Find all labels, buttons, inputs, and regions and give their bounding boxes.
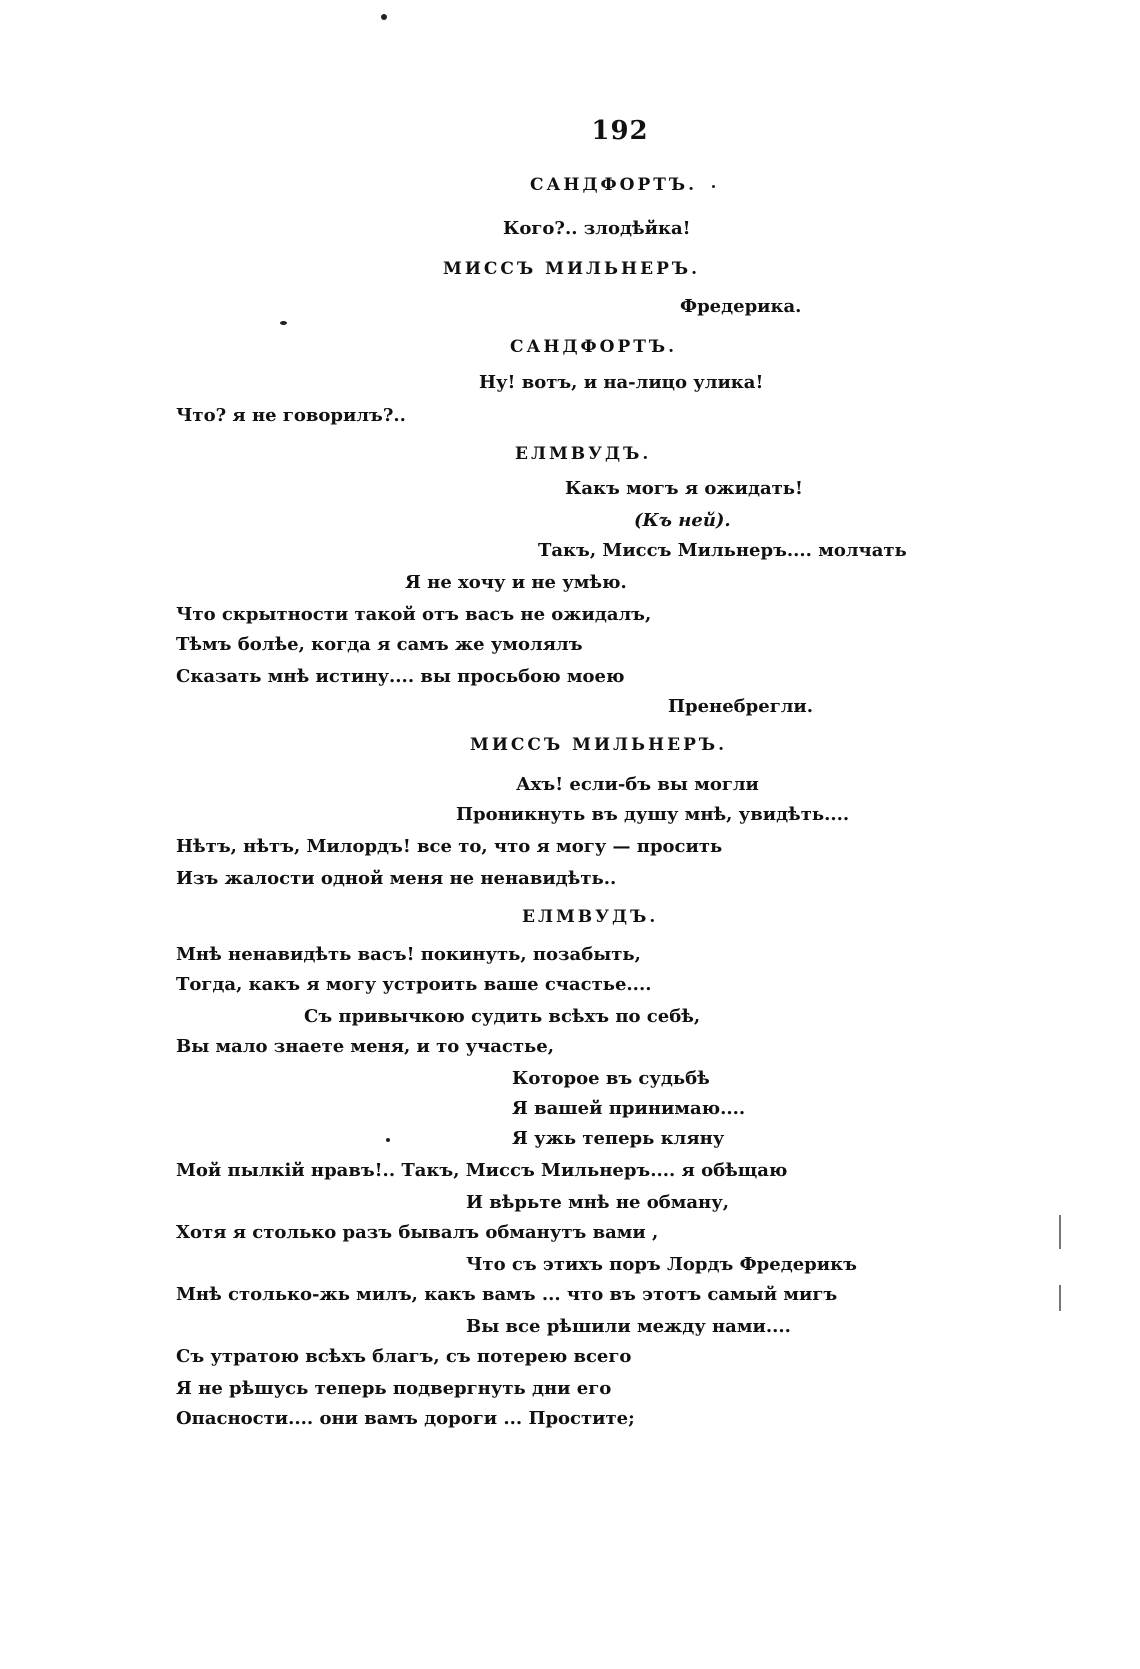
verse-line: Какъ могъ я ожидать! (565, 478, 803, 499)
verse-line: Изъ жалости одной меня не ненавидѣть.. (176, 868, 617, 889)
verse-line: Ахъ! если-бъ вы могли (516, 774, 759, 795)
speaker-heading: МИССЪ МИЛЬНЕРЪ. (443, 259, 701, 279)
scan-edge-mark (1059, 1285, 1061, 1311)
verse-line: Опасности.... они вамъ дороги ... Простите; (176, 1408, 635, 1429)
speaker-heading: ЕЛМВУДЪ. (515, 444, 652, 464)
verse-line: Вы мало знаете меня, и то участье, (176, 1036, 554, 1057)
page-number: 192 (591, 116, 649, 146)
verse-line: Я ужь теперь кляну (512, 1128, 725, 1149)
verse-line: Съ утратою всѣхъ благъ, съ потерею всего (176, 1346, 632, 1367)
ink-speck (712, 185, 715, 188)
verse-line: Проникнуть въ душу мнѣ, увидѣть.... (456, 804, 850, 825)
verse-line: Я не рѣшусь теперь подвергнуть дни его (176, 1378, 612, 1399)
verse-line: Которое въ судьбѣ (512, 1068, 710, 1089)
verse-line: Что скрытности такой отъ васъ не ожидалъ, (176, 604, 652, 625)
verse-line: Мнѣ ненавидѣть васъ! покинуть, позабыть, (176, 944, 641, 965)
scan-edge-mark (1059, 1215, 1061, 1249)
ink-speck (381, 14, 387, 20)
verse-line: Ну! вотъ, и на-лицо улика! (479, 372, 764, 393)
ink-speck (280, 321, 287, 325)
ink-speck (386, 1138, 390, 1142)
verse-line: Тѣмъ болѣе, когда я самъ же умолялъ (176, 634, 583, 655)
verse-line: Кого?.. злодѣйка! (503, 218, 691, 239)
stage-direction: (Къ ней). (634, 510, 731, 531)
speaker-heading: ЕЛМВУДЪ. (522, 907, 659, 927)
speaker-heading: САНДФОРТЪ. (510, 337, 678, 357)
verse-line: Пренебрегли. (668, 696, 814, 717)
verse-line: Вы все рѣшили между нами.... (466, 1316, 791, 1337)
verse-line: Я вашей принимаю.... (512, 1098, 746, 1119)
verse-line: Съ привычкою судить всѣхъ по себѣ, (304, 1006, 701, 1027)
verse-line: И вѣрьте мнѣ не обману, (466, 1192, 730, 1213)
verse-line: Мой пылкій нравъ!.. Такъ, Миссъ Мильнеръ.... я обѣщаю (176, 1160, 788, 1181)
verse-line: Нѣтъ, нѣтъ, Милордъ! все то, что я могу — просить (176, 836, 723, 857)
verse-line: Мнѣ столько-жь милъ, какъ вамъ ... что въ этотъ самый мигъ (176, 1284, 838, 1305)
verse-line: Что? я не говорилъ?.. (176, 405, 406, 426)
speaker-heading: МИССЪ МИЛЬНЕРЪ. (470, 735, 728, 755)
verse-line: Такъ, Миссъ Мильнеръ.... молчать (538, 540, 907, 561)
verse-line: Тогда, какъ я могу устроить ваше счастье.... (176, 974, 652, 995)
verse-line: Что съ этихъ поръ Лордъ Фредерикъ (466, 1254, 857, 1275)
verse-line: Хотя я столько разъ бывалъ обманутъ вами , (176, 1222, 659, 1243)
verse-line: Я не хочу и не умѣю. (405, 572, 627, 593)
verse-line: Сказать мнѣ истину.... вы просьбою моею (176, 666, 625, 687)
speaker-heading: САНДФОРТЪ. (530, 175, 698, 195)
verse-line: Фредерика. (680, 296, 802, 317)
